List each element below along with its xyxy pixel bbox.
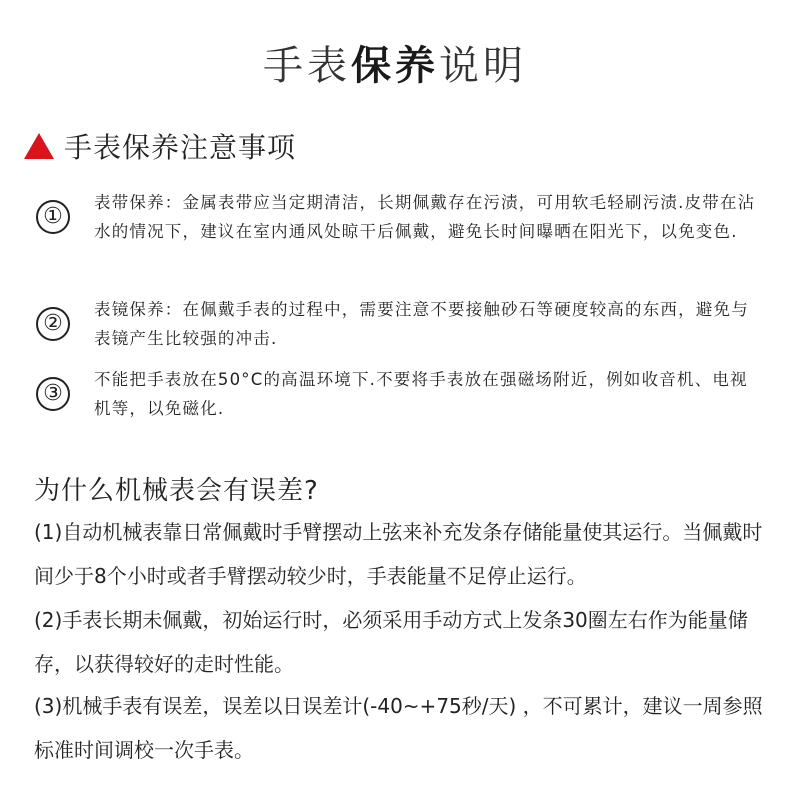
- answer-paragraph-3: (3)机械手表有误差，误差以日误差计(-40~+75秒/天) ，不可累计，建议一周参照标准时间调校一次手表。: [34, 694, 763, 762]
- page-title: [0, 34, 790, 91]
- care-item-crystal: [36, 295, 766, 353]
- care-item-strap: [36, 188, 766, 246]
- section-heading-label: 手表保养注意事项: [64, 131, 297, 164]
- warning-triangle-icon: [24, 133, 54, 159]
- care-item-text: 表镜保养：在佩戴手表的过程中，需要注意不要接触砂石等硬度较高的东西，避免与表镜产生比较强的冲击.: [94, 300, 749, 348]
- question-title: 为什么机械表会有误差?: [34, 476, 319, 506]
- title-emphasis: 保养: [351, 43, 439, 89]
- title-part-1: 手表: [263, 43, 351, 89]
- circled-number-2: ②: [36, 307, 70, 341]
- care-item-heat-magnet: [36, 365, 766, 423]
- answer-paragraph-1: (1)自动机械表靠日常佩戴时手臂摆动上弦来补充发条存储能量使其运行。当佩戴时间少于8个小时或者手臂摆动较少时，手表能量不足停止运行。: [34, 520, 763, 588]
- answer-paragraph-2: (2)手表长期未佩戴，初始运行时，必须采用手动方式上发条30圈左右作为能量储存，以获得较好的走时性能。: [34, 608, 748, 676]
- circled-number-1: ①: [36, 200, 70, 234]
- section-heading: [24, 126, 296, 166]
- circled-number-3: ③: [36, 377, 70, 411]
- title-part-2: 说明: [439, 43, 527, 89]
- care-item-text: 不能把手表放在50°C的高温环境下.不要将手表放在强磁场附近，例如收音机、电视机等，以免磁化.: [94, 370, 748, 418]
- care-item-text: 表带保养：金属表带应当定期清洁，长期佩戴存在污渍，可用软毛轻刷污渍.皮带在沾水的情况下，建议在室内通风处晾干后佩戴，避免长时间曝晒在阳光下，以免变色.: [94, 193, 756, 241]
